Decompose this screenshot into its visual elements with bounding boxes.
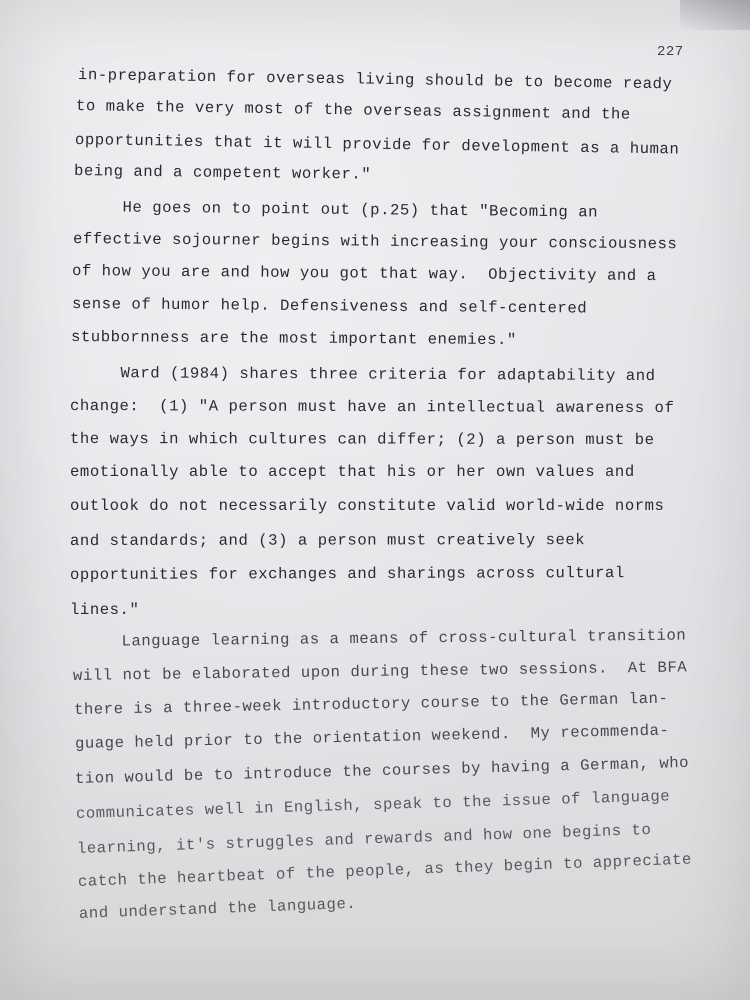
text-line-24: learning, it's struggles and rewards and how one begins to <box>76 820 652 858</box>
text-line-18: Language learning as a means of cross-cultural transition <box>71 626 687 651</box>
page-number: 227 <box>657 44 684 60</box>
text-line-16: opportunities for exchanges and sharings across cultural <box>69 564 625 584</box>
text-line-10: Ward (1984) shares three criteria for adaptability and <box>70 364 656 386</box>
text-line-3: opportunities that it will provide for development as a human <box>74 131 680 159</box>
text-line-1: in-preparation for overseas living should be to become ready <box>77 66 673 94</box>
text-line-2: to make the very most of the overseas assignment and the <box>75 97 631 124</box>
text-line-8: sense of humor help. Defensiveness and self-centered <box>71 295 588 318</box>
text-line-17: lines." <box>70 601 140 619</box>
text-line-13: emotionally able to accept that his or her own values and <box>70 463 635 481</box>
text-line-5: He goes on to point out (p.25) that "Becoming an <box>72 198 599 222</box>
text-line-23: communicates well in English, speak to the issue of language <box>75 787 671 823</box>
text-line-26: and understand the language. <box>78 894 357 923</box>
text-line-11: change: (1) "A person must have an intellectual awareness of <box>69 397 675 418</box>
page-shadow <box>680 0 750 30</box>
text-line-4: being and a competent worker." <box>73 162 372 184</box>
text-line-15: and standards; and (3) a person must creatively seek <box>69 531 586 550</box>
text-line-22: tion would be to introduce the courses by having a German, who <box>74 753 690 788</box>
text-line-9: stubbornness are the most important enemies." <box>70 328 517 350</box>
text-line-6: effective sojourner begins with increasing your consciousness <box>72 230 678 254</box>
text-line-7: of how you are and how you got that way. Objectivity and a <box>71 262 657 286</box>
text-line-14: outlook do not necessarily constitute valid world-wide norms <box>70 497 665 515</box>
text-line-25: catch the heartbeat of the people, as they begin to appreciate <box>77 850 693 891</box>
text-line-12: the ways in which cultures can differ; (2) a person must be <box>69 430 655 450</box>
text-line-20: there is a three-week introductory course to the German lan- <box>73 689 669 719</box>
text-line-19: will not be elaborated upon during these two sessions. At BFA <box>72 658 688 685</box>
text-line-21: guage held prior to the orientation weekend. My recommenda- <box>74 721 670 753</box>
